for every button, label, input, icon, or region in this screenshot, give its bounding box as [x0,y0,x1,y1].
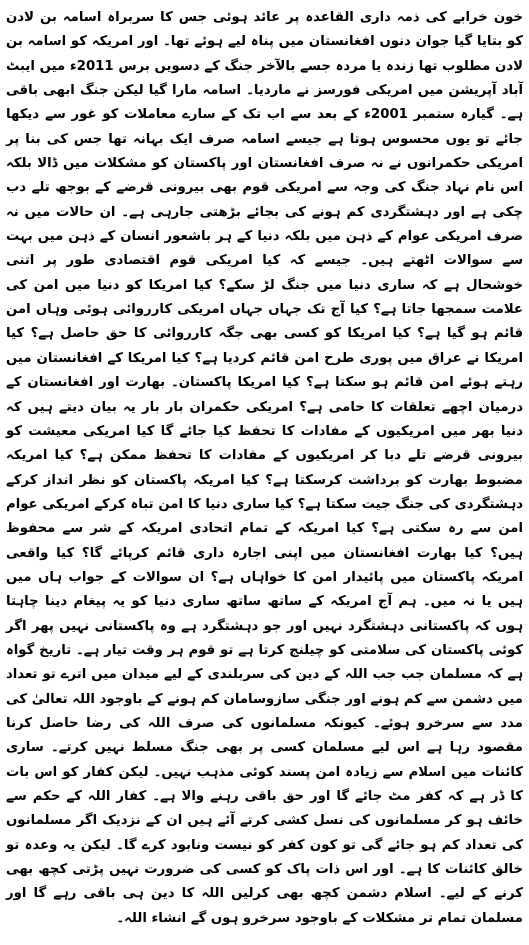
article-body: خون خرابے کی ذمہ داری القاعدہ پر عائد ہوئی جس کا سربراہ اسامہ بن لادن کو بتایا گیا جوان دنوں افغانستان میں پناہ لیے ہوئے تھا۔ اور امریکہ کو اسامہ بن لادن مطلوب تھا زندہ یا مردہ جسے بالآخر جنگ کے دسویں برس 2011ء میں ایبٹ آباد آپریشن میں امریکی فورسز نے ماردیا۔ اسامہ مارا گیا لیکن جنگ ابھی باقی ہے۔ گیارہ ستمبر 2001ء کے بعد سے اب تک کے سارے معاملات کو غور سے دیکھا جائے تو یوں محسوس ہوتا ہے جیسے اسامہ صرف ایک بہانہ تھا جس کی بنا پر امریکی حکمرانوں نے نہ صرف افغانستان اور پاکستان کو مشکلات میں ڈالا بلکہ اس نام نہاد جنگ کی وجہ سے امریکی قوم بھی بیرونی قرضے کے بوجھ تلے دب چکی ہے اور دہشتگردی کم ہونے کی بجائے بڑھتی جارہی ہے۔ ان حالات میں نہ صرف امریکی عوام کے ذہن میں بلکہ دنیا کے ہر باشعور انسان کے ذہن میں بہت سے سوالات اٹھتے ہیں۔ جیسے کہ کیا امریکی قوم اقتصادی طور پر اتنی خوشحال ہے کہ ساری دنیا میں جنگ لڑ سکے؟ کیا امریکا کو دنیا میں امن کی علامت سمجھا جاتا ہے؟ کیا آج تک جہاں جہاں امریکی کارروائی ہوئی وہاں امن قائم ہو گیا ہے؟ کیا امریکا کو کسی بھی جگہ کارروائی کا حق حاصل ہے؟ کیا امریکا نے عراق میں پوری طرح امن قائم کردیا ہے؟ کیا امریکا کے افغانستان میں رہتے ہوئے امن قائم ہو سکتا ہے؟ کیا امریکا پاکستان۔ بھارت اور افغانستان کے درمیان اچھے تعلقات کا حامی ہے؟ امریکی حکمران بار بار یہ بیان دیتے ہیں کہ دنیا بھر میں امریکیوں کے مفادات کا تحفظ کیا جائے گا کیا امریکی معیشت کو بیرونی قرضے تلے دبا کر امریکیوں کے مفادات کا تحفظ ممکن ہے؟ کیا امریکہ مضبوط بھارت کو برداشت کرسکتا ہے؟ کیا امریکہ پاکستان کو نظر انداز کرکے دہشتگردی کی جنگ جیت سکتا ہے؟ کیا ساری دنیا کا امن تباہ کرکے امریکی عوام امن سے رہ سکتی ہے؟ کیا امریکہ کے تمام اتحادی امریکہ کے شر سے محفوظ ہیں؟ کیا بھارت افغانستان میں اپنی اجارہ داری قائم کرپائے گا؟ کیا واقعی امریکہ پاکستان میں پائیدار امن کا خواہاں ہے؟ ان سوالات کے جواب ہاں میں ہیں یا نہ میں۔ ہم آج امریکہ کے ساتھ ساتھ ساری دنیا کو یہ پیغام دینا چاہتا ہوں کہ پاکستانی دہشتگرد نہیں اور جو دہشتگرد ہے وہ پاکستانی نہیں پھر اگر کوئی پاکستان کی سلامتی کو چیلنج کرتا ہے تو قوم ہر وقت تیار ہے۔ تاریخ گواہ ہے کہ مسلمان جب جب اللہ کے دین کی سربلندی کے لیے میدان میں اترے تو تعداد میں دشمن سے کم ہونے اور جنگی سازوسامان کم ہونے کے باوجود اللہ تعالیٰ کی مدد سے سرخرو ہوئے۔ کیونکہ مسلمانوں کی صرف اللہ کی رضا حاصل کرنا مقصود رہا ہے اس لیے مسلمان کسی پر بھی جنگ مسلط نہیں کرتے۔ ساری کائنات میں اسلام سے زیادہ امن پسند کوئی مذہب نہیں۔ لیکن کفار کو اس بات کا ڈر ہے کہ کفر مٹ جائے گا اور حق باقی رہنے والا ہے۔ کفار اللہ کے حکم سے خائف ہو کر مسلمانوں کی نسل کشی کرتے آئے ہیں ان کے نزدیک اگر مسلمانوں کی تعداد کم ہو جائے گی تو کون کفر کو نیست ونابود کرے گا۔ لیکن یہ وعدہ تو خالق کائنات کا ہے۔ اور اس ذات پاک کو کسی کی ضرورت نہیں پڑتی کچھ بھی کرنے کے لیے۔ اسلام دشمن کچھ بھی کرلیں اللہ کا دین ہی باقی رہے گا اور مسلمان تمام تر مشکلات کے باوجود سرخرو ہوں گے انشاء اللہ۔ [6,10,523,926]
